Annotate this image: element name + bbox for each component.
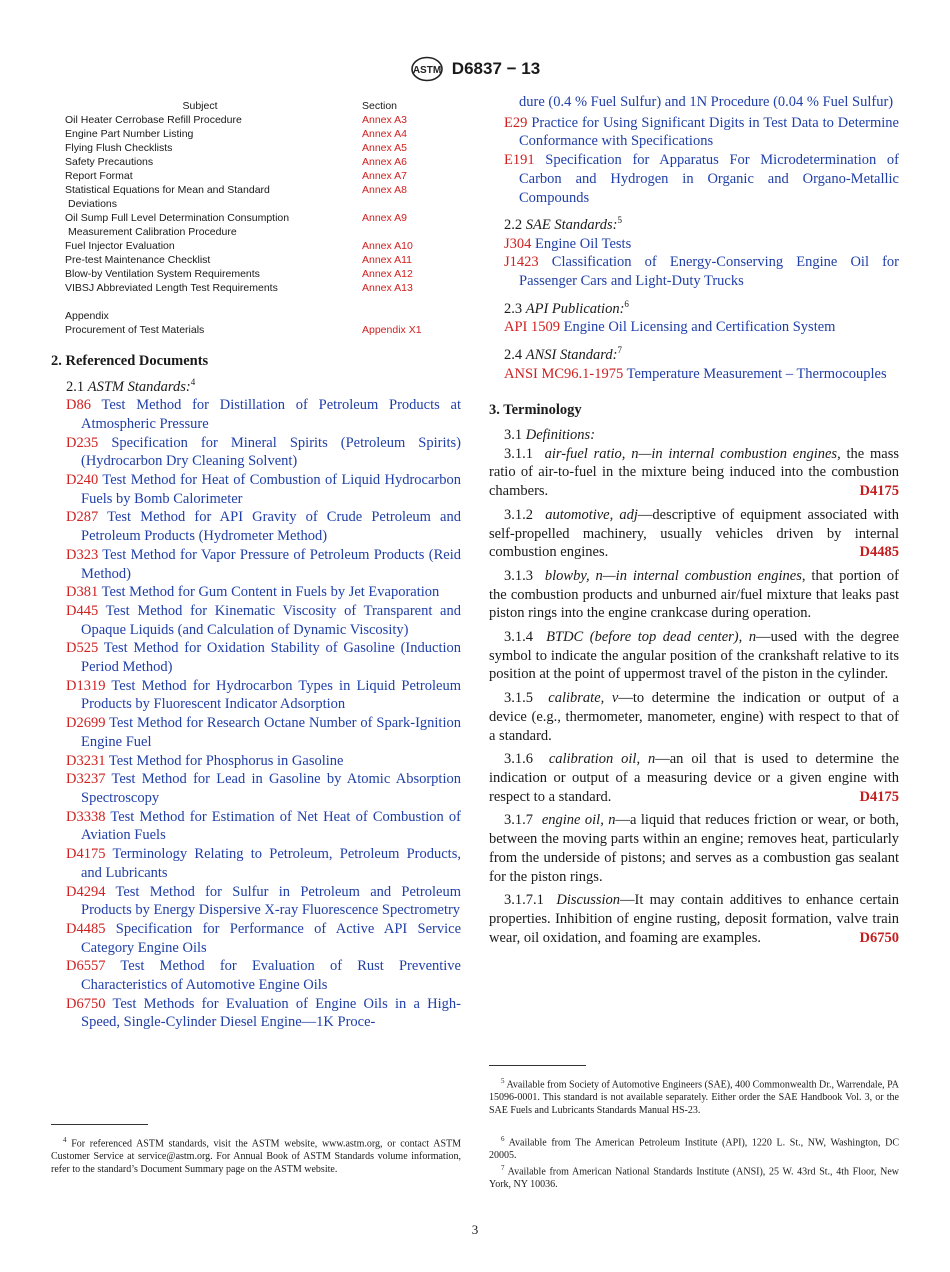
reference-title-link[interactable]: Specification for Mineral Spirits (Petroleum Spirits) (Hydrocarbon Dry Cleaning Solvent) <box>81 434 461 470</box>
footnote-text: For referenced ASTM standards, visit the ASTM website, www.astm.org, or contact ASTM Customer Service at service@astm.org. For Annual Book of ASTM Standards volume information, refer to the standard’s Document Summary page on the ASTM website. <box>51 1138 462 1176</box>
standard-designation: D6837 − 13 <box>451 59 541 78</box>
definition-number: 3.1.4 <box>504 629 533 646</box>
toc-row <box>65 169 465 183</box>
definition-source-link[interactable]: D6750 <box>859 929 899 946</box>
definition-item <box>489 891 899 947</box>
footnote-rule-right <box>489 1065 586 1066</box>
reference-title-link[interactable]: Test Method for Vapor Pressure of Petroleum Products (Reid Method) <box>81 546 461 582</box>
reference-title-link[interactable]: Test Method for Oxidation Stability of Gasoline (Induction Period Method) <box>81 640 461 676</box>
toc-section-link[interactable]: Annex A3 <box>362 114 407 126</box>
reference-code-link[interactable]: D525 <box>66 640 99 657</box>
footnote-ref[interactable]: 5 <box>617 215 622 226</box>
subsection-title: SAE Standards: <box>525 217 618 234</box>
toc-row <box>65 141 465 155</box>
toc-subject: Procurement of Test Materials <box>65 324 205 336</box>
definition-text: —descriptive of equipment associated with self-propelled machinery, usually vehicles driven by internal combustion engines. <box>489 506 900 561</box>
reference-title-link[interactable]: Test Method for Estimation of Net Heat of Combustion of Aviation Fuels <box>81 808 461 844</box>
subsection-title: ANSI Standard: <box>525 346 618 363</box>
definition-item <box>489 567 899 623</box>
subsection-astm-standards <box>66 373 461 397</box>
reference-item[interactable] <box>504 114 899 151</box>
reference-item[interactable] <box>66 714 461 751</box>
toc-section-link[interactable]: Annex A12 <box>362 268 413 280</box>
reference-code-link[interactable]: D235 <box>66 434 99 451</box>
reference-code-link[interactable]: D323 <box>66 546 99 563</box>
reference-item[interactable] <box>66 995 461 1032</box>
definition-number: 3.1.7.1 <box>504 892 544 909</box>
toc-row <box>65 211 465 225</box>
toc-row <box>65 155 465 169</box>
footnote-number: 7 <box>501 1164 505 1172</box>
reference-code-link[interactable]: E191 <box>504 152 535 169</box>
definition-number: 3.1.7 <box>504 812 533 829</box>
reference-code-link[interactable]: D4294 <box>66 883 106 900</box>
definition-number: 3.1.1 <box>504 445 533 462</box>
footnote-number: 5 <box>501 1077 505 1085</box>
subsection-number: 2.1 <box>66 378 85 395</box>
toc-subject: Report Format <box>65 170 133 182</box>
toc-row-continuation <box>65 225 465 239</box>
reference-item[interactable] <box>66 602 461 639</box>
reference-item[interactable] <box>504 318 899 337</box>
toc-section-link[interactable]: Annex A11 <box>362 254 413 266</box>
section-heading-terminology: 3. Terminology <box>489 402 582 419</box>
definition-term: air-fuel ratio, n—in internal combustion engines <box>544 445 838 462</box>
reference-code-link[interactable]: D3237 <box>66 771 106 788</box>
reference-title-link[interactable]: Test Method for Lead in Gasoline by Atomic Absorption Spectroscopy <box>81 771 461 806</box>
page-header <box>0 56 950 82</box>
reference-code-link[interactable]: ANSI MC96.1-1975 <box>504 365 624 382</box>
toc-row <box>65 127 465 141</box>
reference-code-link[interactable]: D86 <box>66 397 91 414</box>
definition-number: 3.1.6 <box>504 751 533 768</box>
reference-code-link[interactable]: D6557 <box>66 958 106 975</box>
subsection-title: ASTM Standards: <box>87 378 191 395</box>
subsection-definitions <box>504 426 899 445</box>
definition-item <box>489 445 899 501</box>
ansi-reference-list <box>489 365 899 384</box>
reference-item[interactable] <box>66 677 461 714</box>
reference-item[interactable] <box>66 434 461 471</box>
reference-code-link[interactable]: D2699 <box>66 715 106 732</box>
definition-item <box>489 811 899 886</box>
toc-subject: Oil Sump Full Level Determination Consumption <box>65 212 290 224</box>
reference-item[interactable] <box>66 957 461 994</box>
definition-source-link[interactable]: D4175 <box>859 788 899 805</box>
reference-continuation[interactable]: dure (0.4 % Fuel Sulfur) and 1N Procedure (0.04 % Fuel Sulfur) <box>519 94 894 110</box>
toc-header-section: Section <box>362 100 398 112</box>
astm-reference-list <box>51 396 461 1032</box>
toc-section-link[interactable]: Annex A5 <box>362 142 407 154</box>
subsection-title: API Publication: <box>525 300 625 317</box>
toc-subject: Deviations <box>68 198 118 210</box>
toc-subject: Oil Heater Cerrobase Refill Procedure <box>65 114 242 126</box>
reference-title-link[interactable]: Practice for Using Significant Digits in Test Data to Determine Conformance with Specifications <box>519 114 899 150</box>
definition-term: calibrate, v <box>548 690 619 707</box>
toc-subject: Engine Part Number Listing <box>65 128 194 140</box>
toc-row <box>65 323 465 337</box>
definition-text: —to determine the indication or output of a device (e.g., thermometer, manometer, engine) with respect to that of a standard. <box>489 690 899 744</box>
reference-item[interactable] <box>66 752 461 771</box>
footnote-number: 6 <box>501 1135 505 1143</box>
reference-code-link[interactable]: D240 <box>66 472 99 489</box>
definition-term: calibration oil, n <box>548 751 656 768</box>
reference-item[interactable] <box>66 845 461 882</box>
toc-appendix-label: Appendix <box>65 310 109 322</box>
footnote-ref[interactable]: 6 <box>624 298 629 309</box>
toc-header-subject: Subject <box>182 100 218 112</box>
toc-section-link[interactable]: Annex A8 <box>362 184 407 196</box>
reference-item[interactable] <box>66 546 461 583</box>
reference-title-link[interactable]: Engine Oil Licensing and Certification System <box>563 319 836 336</box>
svg-text:ASTM: ASTM <box>412 65 441 76</box>
definition-text: —an oil that is used to determine the indication or output of a measuring device or a given engine with respect to a standard. <box>489 751 900 805</box>
sae-reference-list <box>489 235 899 291</box>
reference-title-link[interactable]: Test Method for Sulfur in Petroleum and Petroleum Products by Energy Dispersive X-ray Fluorescence Spectrometry <box>81 883 461 919</box>
footnote-4 <box>51 1134 461 1176</box>
reference-code-link[interactable]: D6750 <box>66 995 106 1012</box>
reference-code-link[interactable]: J1423 <box>504 254 539 271</box>
reference-item[interactable] <box>66 583 461 602</box>
definition-term: blowby, n—in internal combustion engines <box>544 567 802 584</box>
reference-title-link[interactable]: Test Method for Gum Content in Fuels by Jet Evaporation <box>101 584 440 601</box>
footnote-text: Available from Society of Automotive Engineers (SAE), 400 Commonwealth Dr., Warrendale, PA 15096-0001. This standard is not available separately. Either order the SAE Handbook Vol. 3, or the SAE Fuels and Lubricants Standards Manual HS-23. <box>489 1079 900 1117</box>
reference-code-link[interactable]: D1319 <box>66 677 106 694</box>
toc-row <box>65 113 465 127</box>
reference-code-link[interactable]: D3231 <box>66 752 106 769</box>
toc-subject: Fuel Injector Evaluation <box>65 240 175 252</box>
toc-section-link[interactable]: Annex A6 <box>362 156 407 168</box>
subsection-number: 2.3 <box>504 300 523 317</box>
definitions-list <box>489 445 899 953</box>
reference-title-link[interactable]: Test Method for Kinematic Viscosity of Transparent and Opaque Liquids (and Calculation of Dynamic Viscosity) <box>81 602 461 638</box>
reference-title-link[interactable]: Terminology Relating to Petroleum, Petroleum Products, and Lubricants <box>81 846 461 881</box>
reference-title-link[interactable]: Classification of Energy-Conserving Engine Oil for Passenger Cars and Light-Duty Trucks <box>519 254 899 290</box>
section-heading-referenced-documents: 2. Referenced Documents <box>51 353 209 369</box>
toc-subject: Blow-by Ventilation System Requirements <box>65 268 260 280</box>
toc-subject: VIBSJ Abbreviated Length Test Requirements <box>65 282 278 294</box>
subsection-number: 2.2 <box>504 217 523 234</box>
subsection-sae-standards <box>504 211 899 235</box>
subsection-title: Definitions: <box>525 427 596 444</box>
page-number: 3 <box>471 1222 479 1237</box>
reference-title-link[interactable]: Test Method for Evaluation of Rust Preventive Characteristics of Automotive Engine Oils <box>81 958 461 994</box>
definition-item <box>489 628 899 684</box>
reference-title-link[interactable]: Test Method for Hydrocarbon Types in Liquid Petroleum Products by Fluorescent Indicator Adsorption <box>81 677 461 713</box>
footnote-7 <box>489 1162 899 1191</box>
toc-subject: Pre-test Maintenance Checklist <box>65 254 211 266</box>
definition-item <box>489 689 899 745</box>
reference-title-link[interactable]: Test Method for API Gravity of Crude Petroleum and Petroleum Products (Hydrometer Method) <box>81 509 461 545</box>
reference-title-link[interactable]: Test Method for Distillation of Petroleum Products at Atmospheric Pressure <box>81 397 461 432</box>
reference-item[interactable] <box>66 883 461 920</box>
reference-title-link[interactable]: Test Method for Phosphorus in Gasoline <box>108 752 344 769</box>
definition-text: —a liquid that reduces friction or wear, or both, between the moving parts within an engine; removes heat, particularly from the underside of pistons; and serves as a combustion gas sealant for the piston rings. <box>489 812 900 885</box>
toc-subject: Statistical Equations for Mean and Standard <box>65 184 270 196</box>
toc-section-link[interactable]: Annex A13 <box>362 282 413 294</box>
subsection-ansi-standard <box>504 341 899 365</box>
toc-section-link[interactable]: Annex A7 <box>362 170 407 182</box>
reference-code-link[interactable]: J304 <box>504 235 532 252</box>
definition-text: —used with the degree symbol to indicate the angular position of the crankshaft relative to its position at the point of uppermost travel of the piston in the cylinder. <box>489 629 900 683</box>
astm-reference-list-continued <box>489 114 899 208</box>
definition-text: —It may contain additives to enhance certain properties. Inhibition of engine rusting, deposit formation, valve train wear, oil oxidation, and foaming are examples. <box>489 892 899 946</box>
definition-number: 3.1.3 <box>504 567 533 584</box>
toc-subject: Safety Precautions <box>65 156 154 168</box>
reference-item[interactable] <box>66 808 461 845</box>
reference-title-link[interactable]: Test Method for Heat of Combustion of Liquid Hydrocarbon Fuels by Bomb Calorimeter <box>81 472 461 507</box>
toc-row <box>65 183 465 197</box>
reference-item[interactable] <box>66 920 461 957</box>
definition-source-link[interactable]: D4485 <box>859 544 899 561</box>
reference-item[interactable] <box>66 639 461 676</box>
reference-title-link[interactable]: Specification for Apparatus For Microdetermination of Carbon and Hydrogen in Organic and Organo-Metallic Compounds <box>519 152 900 206</box>
toc-row <box>65 253 465 267</box>
toc-subject: Measurement Calibration Procedure <box>68 226 237 238</box>
reference-code-link[interactable]: API 1509 <box>504 319 560 336</box>
reference-title-link[interactable]: Specification for Performance of Active API Service Category Engine Oils <box>81 920 462 956</box>
toc-row <box>65 281 465 295</box>
definition-item <box>489 506 899 562</box>
toc-row <box>65 267 465 281</box>
annex-contents-table <box>65 99 465 337</box>
reference-title-link[interactable]: Engine Oil Tests <box>535 235 632 252</box>
right-column <box>489 93 899 952</box>
definition-source-link[interactable]: D4175 <box>859 483 899 500</box>
astm-logo <box>410 56 444 82</box>
footnote-number: 4 <box>63 1136 67 1144</box>
footnote-ref[interactable]: 7 <box>617 345 622 356</box>
reference-item[interactable] <box>504 235 899 254</box>
reference-title-link[interactable]: Test Method for Research Octane Number of Spark-Ignition Engine Fuel <box>81 715 461 750</box>
reference-item[interactable] <box>504 365 899 384</box>
toc-row <box>65 239 465 253</box>
reference-item[interactable] <box>504 151 899 207</box>
reference-item[interactable] <box>504 253 899 290</box>
reference-title-link[interactable]: Test Methods for Evaluation of Engine Oils in a High-Speed, Single-Cylinder Diesel Engine—1K Proce- <box>81 995 461 1031</box>
footnote-text: Available from The American Petroleum Institute (API), 1220 L. St., NW, Washington, DC 20005. <box>489 1137 899 1162</box>
footnote-ref[interactable]: 4 <box>190 376 196 387</box>
definition-number: 3.1.2 <box>504 506 533 523</box>
toc-section-link[interactable]: Annex A9 <box>362 212 407 224</box>
reference-code-link[interactable]: D4485 <box>66 920 106 937</box>
toc-section-link[interactable]: Appendix X1 <box>362 324 422 336</box>
subsection-number: 3.1 <box>504 427 523 444</box>
toc-header-row <box>65 99 465 113</box>
subsection-number: 2.4 <box>504 346 523 363</box>
reference-code-link[interactable]: D445 <box>66 602 99 619</box>
reference-code-link[interactable]: E29 <box>504 114 528 131</box>
definition-term: BTDC (before top dead center), n <box>546 629 757 646</box>
definition-number: 3.1.5 <box>504 690 533 707</box>
subsection-api-publication <box>504 295 899 319</box>
toc-subject: Flying Flush Checklists <box>65 142 173 154</box>
definition-term: automotive, adj <box>545 506 638 523</box>
reference-code-link[interactable]: D3338 <box>66 808 106 825</box>
toc-section-link[interactable]: Annex A10 <box>362 240 413 252</box>
reference-item[interactable] <box>66 471 461 508</box>
footnote-text: Available from American National Standards Institute (ANSI), 25 W. 43rd St., 4th Floor, New York, NY 10036. <box>489 1166 899 1191</box>
left-column <box>51 352 461 1032</box>
reference-title-link[interactable]: Temperature Measurement – Thermocouples <box>626 365 887 382</box>
reference-item[interactable] <box>66 396 461 433</box>
reference-item[interactable] <box>66 508 461 545</box>
definition-item <box>489 750 899 806</box>
definition-term: engine oil, n <box>541 812 616 829</box>
reference-code-link[interactable]: D381 <box>66 584 99 601</box>
toc-section-link[interactable]: Annex A4 <box>362 128 407 140</box>
toc-appendix-label-row <box>65 309 465 323</box>
reference-item[interactable] <box>66 770 461 807</box>
footnote-5 <box>489 1075 899 1117</box>
definition-text: , that portion of the combustion products and unburned air/fuel mixture that leaks past piston rings into the engine crankcase during operation. <box>489 567 900 622</box>
footnote-rule-left <box>51 1124 148 1125</box>
api-reference-list <box>489 318 899 337</box>
definition-term: Discussion <box>556 892 621 909</box>
reference-code-link[interactable]: D4175 <box>66 846 106 863</box>
definition-text: , the mass ratio of air-to-fuel in the mixture being induced into the combustion chambers. <box>489 445 900 500</box>
footnote-6 <box>489 1133 899 1162</box>
toc-row-continuation <box>65 197 465 211</box>
reference-code-link[interactable]: D287 <box>66 509 99 526</box>
